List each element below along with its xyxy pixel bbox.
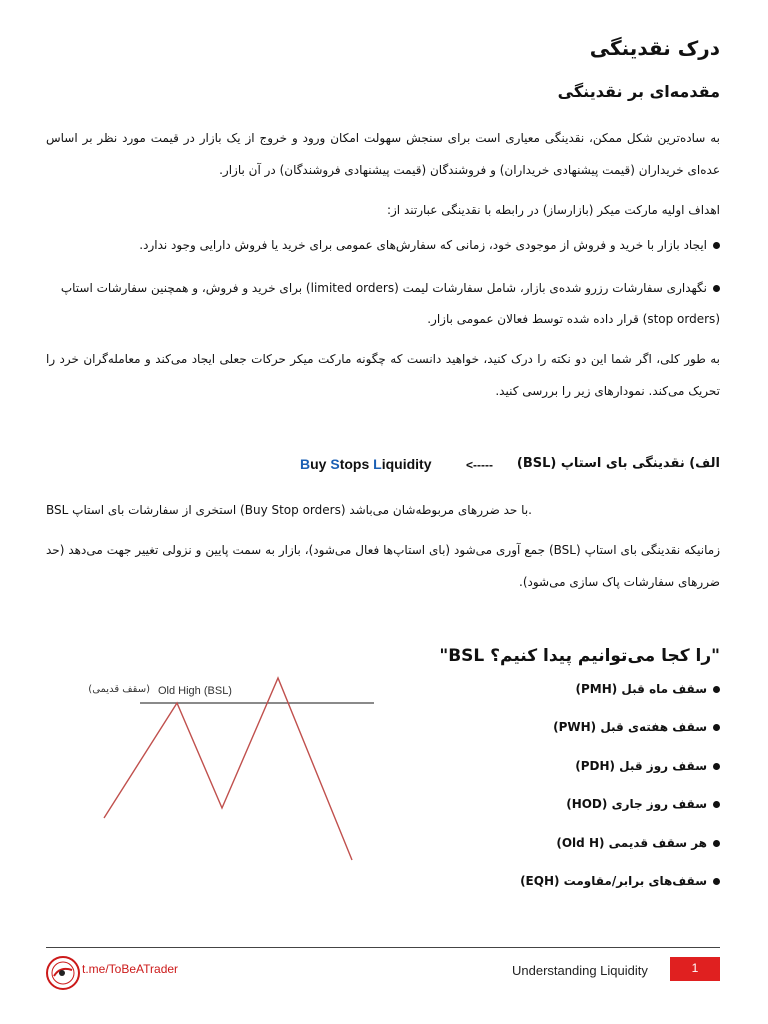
bullet-icon bbox=[713, 724, 720, 731]
list-text: سقف روز قبل (PDH) bbox=[575, 759, 707, 773]
brand-logo-icon bbox=[46, 956, 80, 990]
bsl-word-iquidity: iquidity bbox=[381, 456, 432, 472]
goal-text-1: ایجاد بازار با خرید و فروش از موجودی خود، زمانی که سفارش‌های عمومی برای خرید یا فروش دارایی وجود ندارد. bbox=[139, 238, 707, 252]
section-a-title: الف) نقدینگی بای استاپ (BSL) bbox=[516, 456, 720, 471]
list-text: هر سقف قدیمی (Old H) bbox=[556, 836, 707, 850]
bsl-definition: BSL استخری از سفارشات بای استاپ (Buy Stop orders) با حد ضررهای مربوطه‌شان می‌باشد. bbox=[46, 503, 532, 517]
bsl-letter-s: S bbox=[330, 456, 340, 472]
bullet-icon bbox=[713, 686, 720, 693]
bullet-icon bbox=[713, 285, 720, 292]
list-item-old-h bbox=[556, 836, 720, 850]
bsl-letter-l: L bbox=[373, 456, 382, 472]
list-text: سقف ماه قبل (PMH) bbox=[575, 682, 707, 696]
bullet-icon bbox=[713, 801, 720, 808]
goal-text-2: نگهداری سفارشات رزرو شده‌ی بازار، شامل سفارشات لیمت (limited orders) برای خرید و فروش، و همچنین سفارشات استاپ (stop orders) قرار داده شده توسط فعالان عمومی بازار. bbox=[60, 281, 720, 326]
where-title: "BSL را کجا می‌توانیم پیدا کنیم؟" bbox=[439, 646, 720, 666]
bsl-note: زمانیکه نقدینگی بای استاپ (BSL) جمع آوری می‌شود (بای استاپ‌ها فعال می‌شود)، بازار به سمت پایین و نزولی تغییر جهت می‌دهد (حد ضررهای سفارشات پاک سازی می‌شود). bbox=[46, 543, 721, 589]
goals-intro: اهداف اولیه مارکت میکر (بازارساز) در رابطه با نقدینگی عبارتند از: bbox=[386, 203, 720, 217]
old-high-label: Old High (BSL) bbox=[158, 685, 232, 697]
bullet-icon bbox=[713, 242, 720, 249]
bullet-icon bbox=[713, 840, 720, 847]
page-title: درک نقدینگی bbox=[589, 36, 720, 60]
bsl-word-uy: uy bbox=[310, 456, 331, 472]
list-item-pwh bbox=[553, 720, 720, 734]
intro-paragraph: به ساده‌ترین شکل ممکن، نقدینگی معیاری است برای سنجش سهولت امکان ورود و خروج از یک بازار در قیمت مورد نظر بر اساس عده‌ای خریداران (قیمت پیشنهادی خریداران) و فروشندگان (قیمت پیشنهادی فروشندگان) در آن بازار. bbox=[46, 131, 720, 177]
list-text: سقف هفته‌ی قبل (PWH) bbox=[553, 720, 707, 734]
price-path bbox=[104, 678, 352, 860]
footer-divider bbox=[46, 947, 720, 948]
footer-title: Understanding Liquidity bbox=[512, 963, 648, 978]
page-number: 1 bbox=[670, 957, 720, 981]
goal-item-1 bbox=[46, 230, 720, 261]
telegram-link[interactable]: t.me/ToBeATrader bbox=[82, 962, 179, 976]
list-text: سقف‌های برابر/مقاومت (EQH) bbox=[520, 874, 707, 888]
goal-item-2 bbox=[46, 273, 720, 335]
summary-paragraph: به طور کلی، اگر شما این دو نکته را درک کنید، خواهید دانست که چگونه مارکت میکر حرکات جعلی ایجاد می‌کند و معامله‌گران خرد را تحریک می‌کند. نمودارهای زیر را بررسی کنید. bbox=[46, 352, 720, 398]
list-item-eqh bbox=[520, 874, 720, 888]
bullet-icon bbox=[713, 878, 720, 885]
list-item-pmh bbox=[576, 682, 721, 696]
bsl-diagram bbox=[80, 672, 400, 872]
bsl-word-tops: tops bbox=[339, 456, 374, 472]
list-text: سقف روز جاری (HOD) bbox=[566, 797, 707, 811]
list-item-pdh bbox=[575, 759, 720, 773]
section-subtitle: مقدمه‌ای بر نقدینگی bbox=[557, 82, 720, 101]
bsl-letter-b: B bbox=[300, 456, 311, 472]
list-item-hod bbox=[566, 797, 720, 811]
arrow-text: <----- bbox=[466, 458, 493, 472]
old-high-label-fa: (سقف قدیمی) bbox=[88, 684, 150, 695]
bullet-icon bbox=[713, 763, 720, 770]
bsl-english-term bbox=[300, 456, 432, 472]
